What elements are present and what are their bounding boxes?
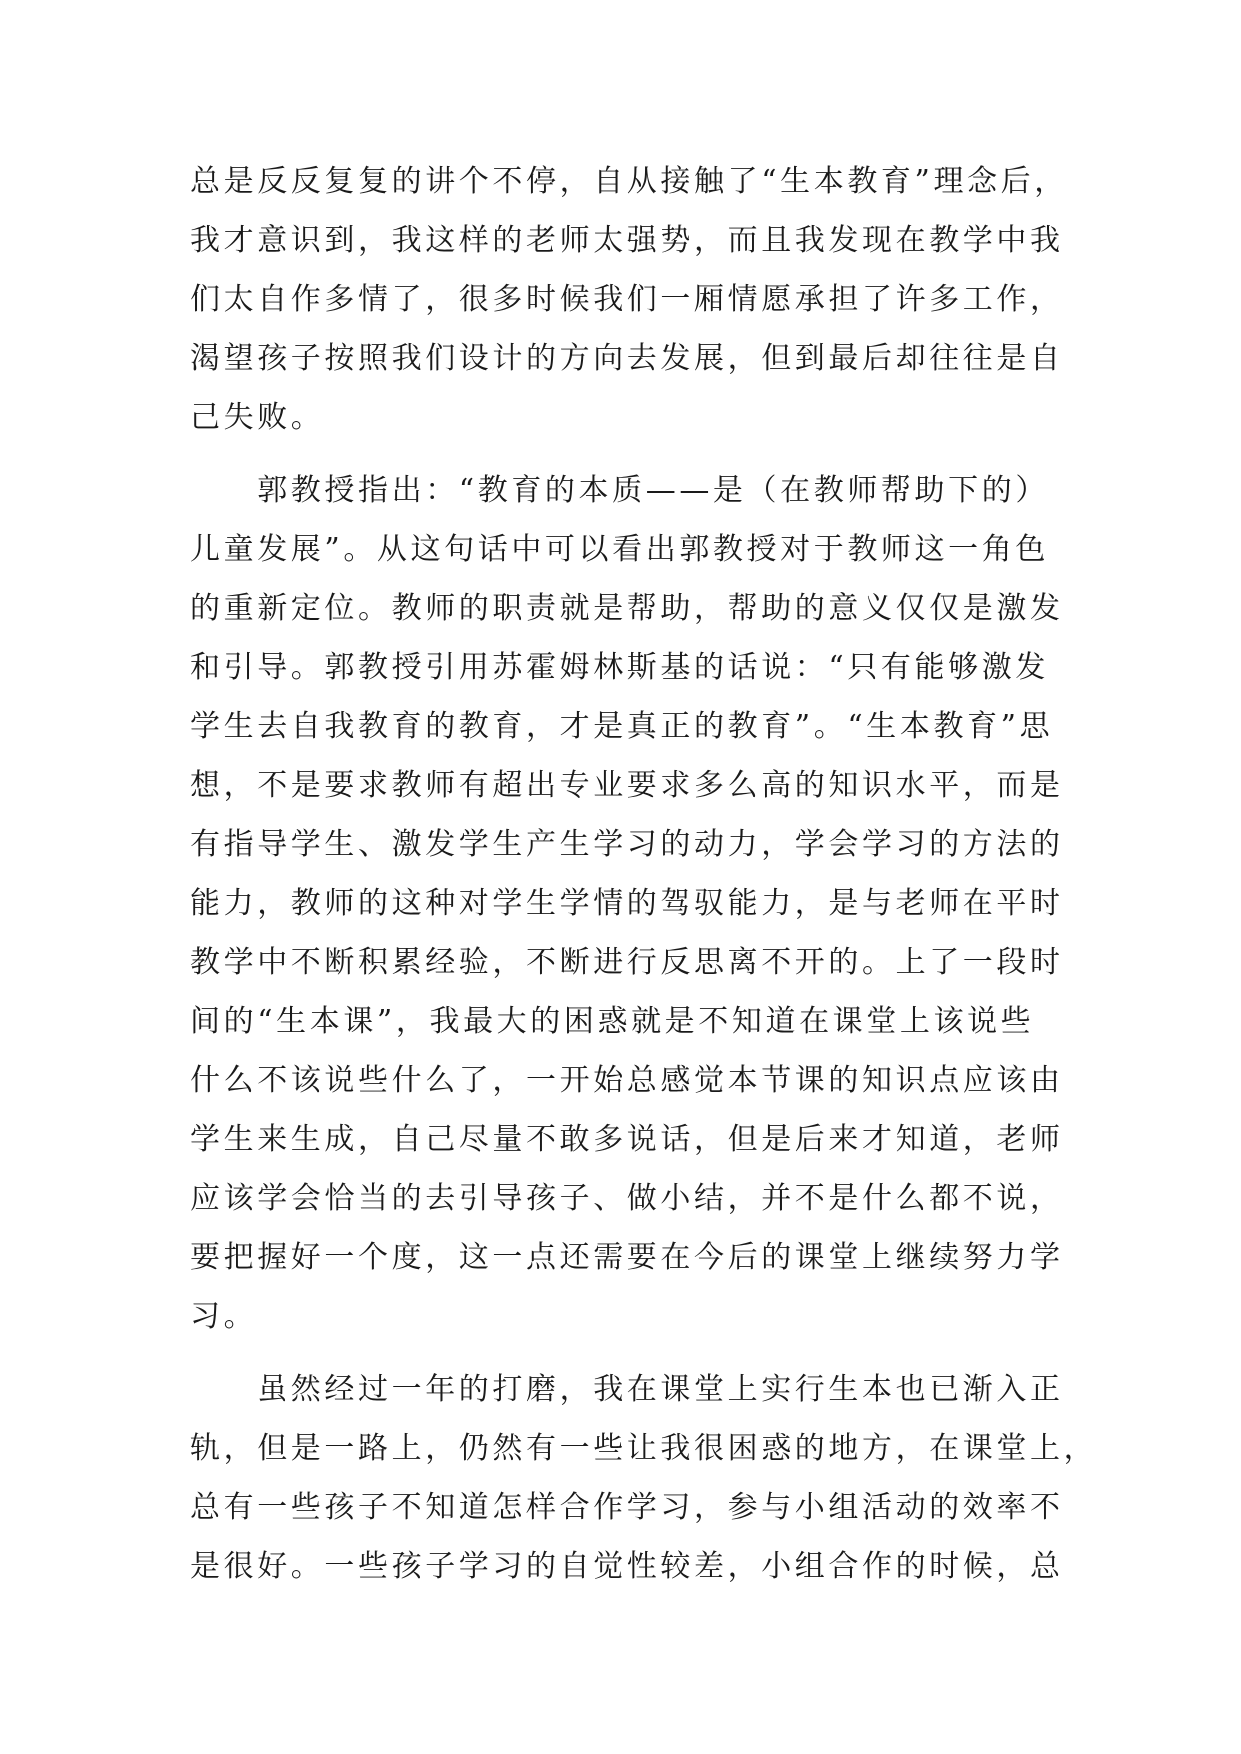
text-line: 有指导学生、激发学生产生学习的动力，学会学习的方法的 [190, 827, 1064, 862]
text-line: 想，不是要求教师有超出专业要求多么高的知识水平，而是 [190, 768, 1064, 803]
paragraph-3 [190, 1360, 1098, 1596]
text-line: 是很好。一些孩子学习的自觉性较差，小组合作的时候，总 [190, 1549, 1064, 1584]
text-line: 教学中不断积累经验，不断进行反思离不开的。上了一段时 [190, 945, 1064, 980]
text-line: 学生来生成，自己尽量不敢多说话，但是后来才知道，老师 [190, 1122, 1064, 1157]
text-line: 儿童发展”。从这句话中可以看出郭教授对于教师这一角色 [190, 532, 1049, 567]
paragraph-2 [190, 461, 1064, 1346]
text-line: 能力，教师的这种对学生学情的驾驭能力，是与老师在平时 [190, 886, 1064, 921]
text-line: 己失败。 [190, 400, 325, 435]
text-line: 和引导。郭教授引用苏霍姆林斯基的话说：“只有能够激发 [190, 650, 1049, 685]
text-line: 的重新定位。教师的职责就是帮助，帮助的意义仅仅是激发 [190, 591, 1064, 626]
paragraph-1 [190, 152, 1068, 447]
text-line: 要把握好一个度，这一点还需要在今后的课堂上继续努力学 [190, 1240, 1064, 1275]
text-line: 总有一些孩子不知道怎样合作学习，参与小组活动的效率不 [190, 1490, 1064, 1525]
text-line: 总是反反复复的讲个不停，自从接触了“生本教育”理念后， [190, 164, 1068, 199]
text-line: 间的“生本课”，我最大的困惑就是不知道在课堂上该说些 [190, 1004, 1035, 1039]
text-line: 渴望孩子按照我们设计的方向去发展，但到最后却往往是自 [190, 341, 1064, 376]
text-line: 应该学会恰当的去引导孩子、做小结，并不是什么都不说， [190, 1181, 1064, 1216]
text-line: 我才意识到，我这样的老师太强势，而且我发现在教学中我 [190, 223, 1064, 258]
text-line: 习。 [190, 1299, 258, 1334]
paragraph-spacer [190, 1346, 1060, 1360]
text-line: 学生去自我教育的教育，才是真正的教育”。“生本教育”思 [190, 709, 1054, 744]
document-body [190, 152, 1098, 1596]
text-line: 什么不该说些什么了，一开始总感觉本节课的知识点应该由 [190, 1063, 1064, 1098]
paragraph-spacer [190, 447, 1060, 461]
text-line: 轨，但是一路上，仍然有一些让我很困惑的地方，在课堂上， [190, 1431, 1098, 1466]
text-line: 们太自作多情了，很多时候我们一厢情愿承担了许多工作， [190, 282, 1064, 317]
text-line: 虽然经过一年的打磨，我在课堂上实行生本也已渐入正 [190, 1372, 1064, 1407]
text-line: 郭教授指出：“教育的本质——是（在教师帮助下的） [190, 473, 1049, 508]
